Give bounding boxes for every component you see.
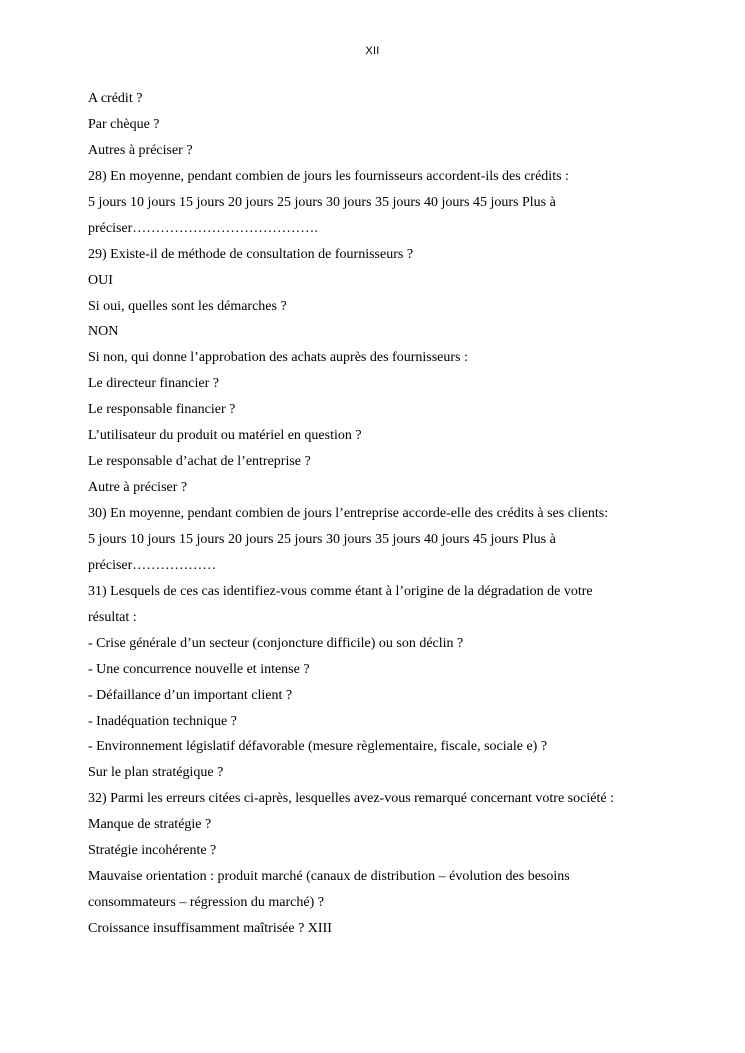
text-line: Manque de stratégie ? <box>88 817 212 833</box>
text-line: OUI <box>88 272 113 288</box>
text-line: Le directeur financier ? <box>88 376 219 392</box>
question-29: 29) Existe-il de méthode de consultation de fournisseurs ? <box>88 246 414 262</box>
text-line: - Environnement législatif défavorable (mesure règlementaire, fiscale, sociale e) ? <box>88 739 548 755</box>
text-line: Sur le plan stratégique ? <box>88 765 224 781</box>
text-line: A crédit ? <box>88 91 143 106</box>
text-line: Le responsable d’achat de l’entreprise ? <box>88 454 311 470</box>
text-line: Autre à préciser ? <box>88 480 188 496</box>
text-line: - Crise générale d’un secteur (conjoncture difficile) ou son déclin ? <box>88 635 464 651</box>
text-line: préciser……………… <box>88 557 217 573</box>
questionnaire-body <box>88 86 668 942</box>
text-line: résultat : <box>88 609 137 625</box>
text-line: NON <box>88 324 119 340</box>
text-line: Si non, qui donne l’approbation des achats auprès des fournisseurs : <box>88 350 468 366</box>
text-line: préciser…………………………………. <box>88 220 318 236</box>
page-number: XII <box>365 45 380 57</box>
text-line: 5 jours 10 jours 15 jours 20 jours 25 jours 30 jours 35 jours 40 jours 45 jours Plus à <box>88 194 556 210</box>
question-32: 32) Parmi les erreurs citées ci-après, lesquelles avez-vous remarqué concernant votre société : <box>88 791 614 807</box>
text-line: - Défaillance d’un important client ? <box>88 687 293 703</box>
question-28: 28) En moyenne, pendant combien de jours les fournisseurs accordent-ils des crédits : <box>88 168 569 184</box>
text-line: Le responsable financier ? <box>88 402 236 418</box>
text-line: Si oui, quelles sont les démarches ? <box>88 298 287 314</box>
text-line: Mauvaise orientation : produit marché (canaux de distribution – évolution des besoins <box>88 869 570 885</box>
text-line: 5 jours 10 jours 15 jours 20 jours 25 jours 30 jours 35 jours 40 jours 45 jours Plus à <box>88 531 556 547</box>
text-line: - Une concurrence nouvelle et intense ? <box>88 661 310 677</box>
text-line: consommateurs – régression du marché) ? <box>88 895 324 911</box>
question-30: 30) En moyenne, pendant combien de jours l’entreprise accorde-elle des crédits à ses clients: <box>88 506 609 521</box>
text-line: L’utilisateur du produit ou matériel en question ? <box>88 428 362 444</box>
text-line: - Inadéquation technique ? <box>88 713 237 729</box>
text-line: Par chèque ? <box>88 116 160 132</box>
question-31: 31) Lesquels de ces cas identifiez-vous comme étant à l’origine de la dégradation de votre <box>88 583 593 599</box>
text-line: Autres à préciser ? <box>88 142 193 158</box>
text-line: Croissance insuffisamment maîtrisée ? XIII <box>88 921 332 936</box>
text-line: Stratégie incohérente ? <box>88 843 217 859</box>
